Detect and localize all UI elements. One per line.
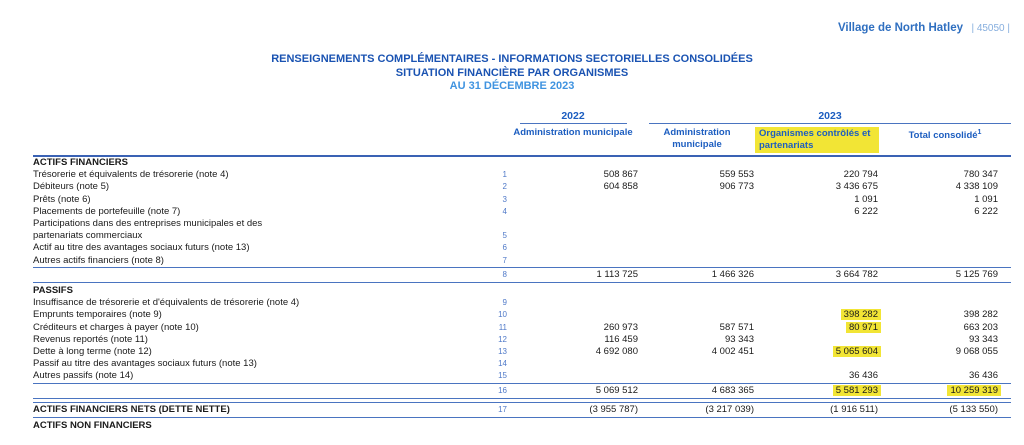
table-body bbox=[33, 157, 1011, 432]
value-cell bbox=[639, 206, 755, 218]
entity-code: | 45050 | bbox=[971, 23, 1010, 34]
row-label: Revenus reportés (note 11) bbox=[33, 333, 148, 345]
highlighted-value: 398 282 bbox=[841, 309, 881, 320]
row-label: Participations dans des entreprises municipales et des bbox=[33, 218, 263, 230]
value-cell bbox=[879, 285, 1011, 297]
value-cell: 93 343 bbox=[968, 333, 998, 345]
section-row bbox=[33, 157, 1011, 169]
column-header-row bbox=[33, 126, 1011, 157]
value-cell bbox=[507, 230, 639, 242]
row-line-number: 1 bbox=[502, 170, 507, 180]
value-cell bbox=[639, 285, 755, 297]
table-row bbox=[33, 322, 1011, 334]
row-label: Placements de portefeuille (note 7) bbox=[33, 205, 181, 217]
value-cell bbox=[879, 385, 1011, 397]
value-cell bbox=[755, 346, 879, 358]
year-2023-label: 2023 bbox=[649, 110, 1011, 124]
table-row bbox=[33, 402, 1011, 418]
report-date: AU 31 DÉCEMBRE 2023 bbox=[449, 80, 575, 92]
value-cell: 5 125 769 bbox=[955, 268, 998, 280]
value-cell: 220 794 bbox=[843, 169, 878, 181]
row-line-number: 3 bbox=[502, 194, 507, 204]
column-header-admin-2022: Administration municipale bbox=[513, 127, 633, 138]
table-row bbox=[33, 370, 1011, 383]
value-cell bbox=[755, 385, 879, 397]
value-cell bbox=[639, 230, 755, 242]
value-cell bbox=[639, 255, 755, 267]
row-label: partenariats commerciaux bbox=[33, 230, 143, 242]
value-cell bbox=[507, 309, 639, 321]
value-cell bbox=[639, 370, 755, 382]
value-cell bbox=[879, 358, 1011, 370]
row-line-number bbox=[477, 218, 507, 230]
row-line-number: 15 bbox=[498, 371, 507, 381]
table-row bbox=[33, 206, 1011, 218]
report-title-line1: RENSEIGNEMENTS COMPLÉMENTAIRES - INFORMATIONS SECTORIELLES CONSOLIDÉES bbox=[271, 53, 753, 65]
row-label: Actif au titre des avantages sociaux futurs (note 13) bbox=[33, 242, 250, 254]
column-header-organismes bbox=[755, 126, 879, 153]
value-cell: 780 347 bbox=[963, 169, 998, 181]
value-cell bbox=[755, 309, 879, 321]
row-line-number: 16 bbox=[498, 385, 507, 395]
value-cell bbox=[879, 255, 1011, 267]
highlighted-value: 10 259 319 bbox=[947, 385, 1001, 396]
value-cell bbox=[879, 230, 1011, 242]
value-cell bbox=[507, 206, 639, 218]
table-row bbox=[33, 181, 1011, 193]
value-cell bbox=[507, 358, 639, 370]
row-label bbox=[33, 385, 477, 397]
value-cell: 1 091 bbox=[854, 193, 878, 205]
table-row bbox=[33, 218, 1011, 230]
value-cell: (3 955 787) bbox=[589, 403, 638, 415]
table-row bbox=[33, 309, 1011, 321]
value-cell bbox=[755, 285, 879, 297]
value-cell: 6 222 bbox=[854, 205, 878, 217]
total-row bbox=[33, 268, 1011, 283]
row-line-number: 13 bbox=[498, 347, 507, 357]
row-label bbox=[33, 269, 477, 281]
row-line-number: 8 bbox=[502, 269, 507, 279]
row-label: Autres passifs (note 14) bbox=[33, 370, 134, 382]
value-cell: 36 436 bbox=[968, 370, 998, 382]
table-row bbox=[33, 169, 1011, 181]
column-header-total: Total consolidé$^1$ bbox=[908, 129, 982, 142]
value-cell: 9 068 055 bbox=[955, 346, 998, 358]
value-cell bbox=[755, 157, 879, 169]
total-row bbox=[33, 384, 1011, 399]
value-cell bbox=[639, 218, 755, 230]
row-label: Insuffisance de trésorerie et d'équivalents de trésorerie (note 4) bbox=[33, 297, 300, 309]
report-title bbox=[0, 53, 1024, 94]
value-cell: 559 553 bbox=[719, 169, 754, 181]
value-cell: 4 002 451 bbox=[711, 346, 754, 358]
row-line-number: 5 bbox=[502, 231, 507, 241]
value-cell bbox=[639, 297, 755, 309]
value-cell bbox=[639, 194, 755, 206]
table-row bbox=[33, 346, 1011, 358]
value-cell: 604 858 bbox=[603, 181, 638, 193]
row-label: Emprunts temporaires (note 9) bbox=[33, 309, 162, 321]
row-line-number: 10 bbox=[498, 310, 507, 320]
value-cell bbox=[507, 285, 639, 297]
value-cell bbox=[755, 420, 879, 432]
highlighted-column-header: Organismes contrôlés et partenariats bbox=[755, 127, 879, 153]
row-label: Créditeurs et charges à payer (note 10) bbox=[33, 321, 199, 333]
value-cell bbox=[879, 297, 1011, 309]
row-label: Passif au titre des avantages sociaux futurs (note 13) bbox=[33, 358, 257, 370]
value-cell bbox=[507, 297, 639, 309]
value-cell bbox=[755, 255, 879, 267]
row-line-number: 12 bbox=[498, 334, 507, 344]
row-label: ACTIFS FINANCIERS bbox=[33, 157, 128, 168]
value-cell bbox=[507, 370, 639, 382]
row-line-number: 14 bbox=[498, 359, 507, 369]
value-cell: (1 916 511) bbox=[830, 403, 878, 415]
row-line-number: 11 bbox=[498, 322, 507, 332]
section-row bbox=[33, 420, 1011, 432]
entity-name: Village de North Hatley bbox=[837, 22, 963, 34]
value-cell bbox=[639, 242, 755, 254]
value-cell: 1 113 725 bbox=[596, 268, 638, 280]
value-cell bbox=[507, 157, 639, 169]
highlighted-value: 5 581 293 bbox=[833, 385, 881, 396]
highlighted-value: 80 971 bbox=[846, 322, 881, 333]
row-label: Prêts (note 6) bbox=[33, 193, 91, 205]
line-number-column-header bbox=[477, 126, 507, 153]
value-cell bbox=[879, 218, 1011, 230]
table-row bbox=[33, 230, 1011, 242]
value-cell bbox=[755, 218, 879, 230]
table-row bbox=[33, 242, 1011, 254]
table-row bbox=[33, 194, 1011, 206]
value-cell bbox=[879, 157, 1011, 169]
financial-table bbox=[33, 108, 1011, 432]
table-row bbox=[33, 358, 1011, 370]
value-cell: 3 436 675 bbox=[835, 181, 878, 193]
row-label: PASSIFS bbox=[33, 285, 73, 297]
value-cell: 1 091 bbox=[974, 193, 998, 205]
section-row bbox=[33, 285, 1011, 297]
year-header-row bbox=[33, 108, 1011, 124]
value-cell: 1 466 326 bbox=[711, 268, 754, 280]
value-cell: (3 217 039) bbox=[705, 403, 754, 415]
row-label: ACTIFS NON FINANCIERS bbox=[33, 420, 152, 432]
value-cell: 4 338 109 bbox=[955, 181, 998, 193]
value-cell: (5 133 550) bbox=[949, 403, 998, 415]
footnote-marker: 1 bbox=[977, 129, 982, 136]
value-cell: 587 571 bbox=[719, 321, 754, 333]
highlighted-value: 5 065 604 bbox=[833, 346, 881, 357]
value-cell bbox=[639, 157, 755, 169]
value-cell: 260 973 bbox=[603, 321, 638, 333]
year-2023-cell bbox=[639, 108, 1011, 124]
value-cell bbox=[755, 322, 879, 334]
value-cell bbox=[507, 194, 639, 206]
row-label: Autres actifs financiers (note 8) bbox=[33, 254, 164, 266]
value-cell bbox=[755, 230, 879, 242]
value-cell bbox=[755, 242, 879, 254]
row-line-number: 17 bbox=[498, 404, 507, 414]
value-cell: 663 203 bbox=[963, 321, 998, 333]
value-cell bbox=[507, 420, 639, 432]
value-cell bbox=[879, 420, 1011, 432]
column-header-admin-2023: Administration municipale bbox=[663, 127, 731, 150]
row-line-number: 4 bbox=[502, 206, 507, 216]
row-label: Dette à long terme (note 12) bbox=[33, 346, 152, 358]
value-cell bbox=[639, 358, 755, 370]
table-row bbox=[33, 255, 1011, 268]
label-column-header bbox=[33, 126, 477, 153]
value-cell bbox=[879, 242, 1011, 254]
value-cell: 4 683 365 bbox=[711, 384, 754, 396]
value-cell: 3 664 782 bbox=[835, 268, 878, 280]
row-label: ACTIFS FINANCIERS NETS (DETTE NETTE) bbox=[33, 403, 230, 415]
value-cell: 6 222 bbox=[974, 205, 998, 217]
row-line-number: 6 bbox=[502, 243, 507, 253]
table-row bbox=[33, 334, 1011, 346]
row-line-number bbox=[477, 285, 507, 297]
value-cell bbox=[755, 334, 879, 346]
row-line-number: 7 bbox=[502, 255, 507, 265]
value-cell bbox=[507, 255, 639, 267]
row-line-number: 9 bbox=[502, 298, 507, 308]
year-2022-cell bbox=[507, 108, 639, 124]
value-cell: 906 773 bbox=[719, 181, 754, 193]
value-cell: 36 436 bbox=[848, 370, 878, 382]
entity-header bbox=[838, 18, 1010, 36]
table-row bbox=[33, 297, 1011, 309]
value-cell: 508 867 bbox=[603, 169, 638, 181]
value-cell bbox=[639, 309, 755, 321]
row-label: Trésorerie et équivalents de trésorerie (note 4) bbox=[33, 169, 229, 181]
row-line-number bbox=[477, 420, 507, 432]
value-cell bbox=[755, 297, 879, 309]
value-cell: 116 459 bbox=[604, 333, 638, 345]
value-cell bbox=[639, 420, 755, 432]
report-title-line2: SITUATION FINANCIÈRE PAR ORGANISMES bbox=[395, 66, 629, 79]
value-cell bbox=[507, 242, 639, 254]
value-cell: 5 069 512 bbox=[595, 384, 638, 396]
value-cell bbox=[755, 358, 879, 370]
value-cell bbox=[507, 218, 639, 230]
row-line-number: 2 bbox=[502, 182, 507, 192]
value-cell: 4 692 080 bbox=[595, 346, 638, 358]
row-line-number bbox=[477, 157, 507, 169]
row-label: Débiteurs (note 5) bbox=[33, 181, 110, 193]
value-cell: 398 282 bbox=[963, 309, 998, 321]
value-cell: 93 343 bbox=[724, 333, 754, 345]
year-2022-label: 2022 bbox=[520, 110, 627, 124]
